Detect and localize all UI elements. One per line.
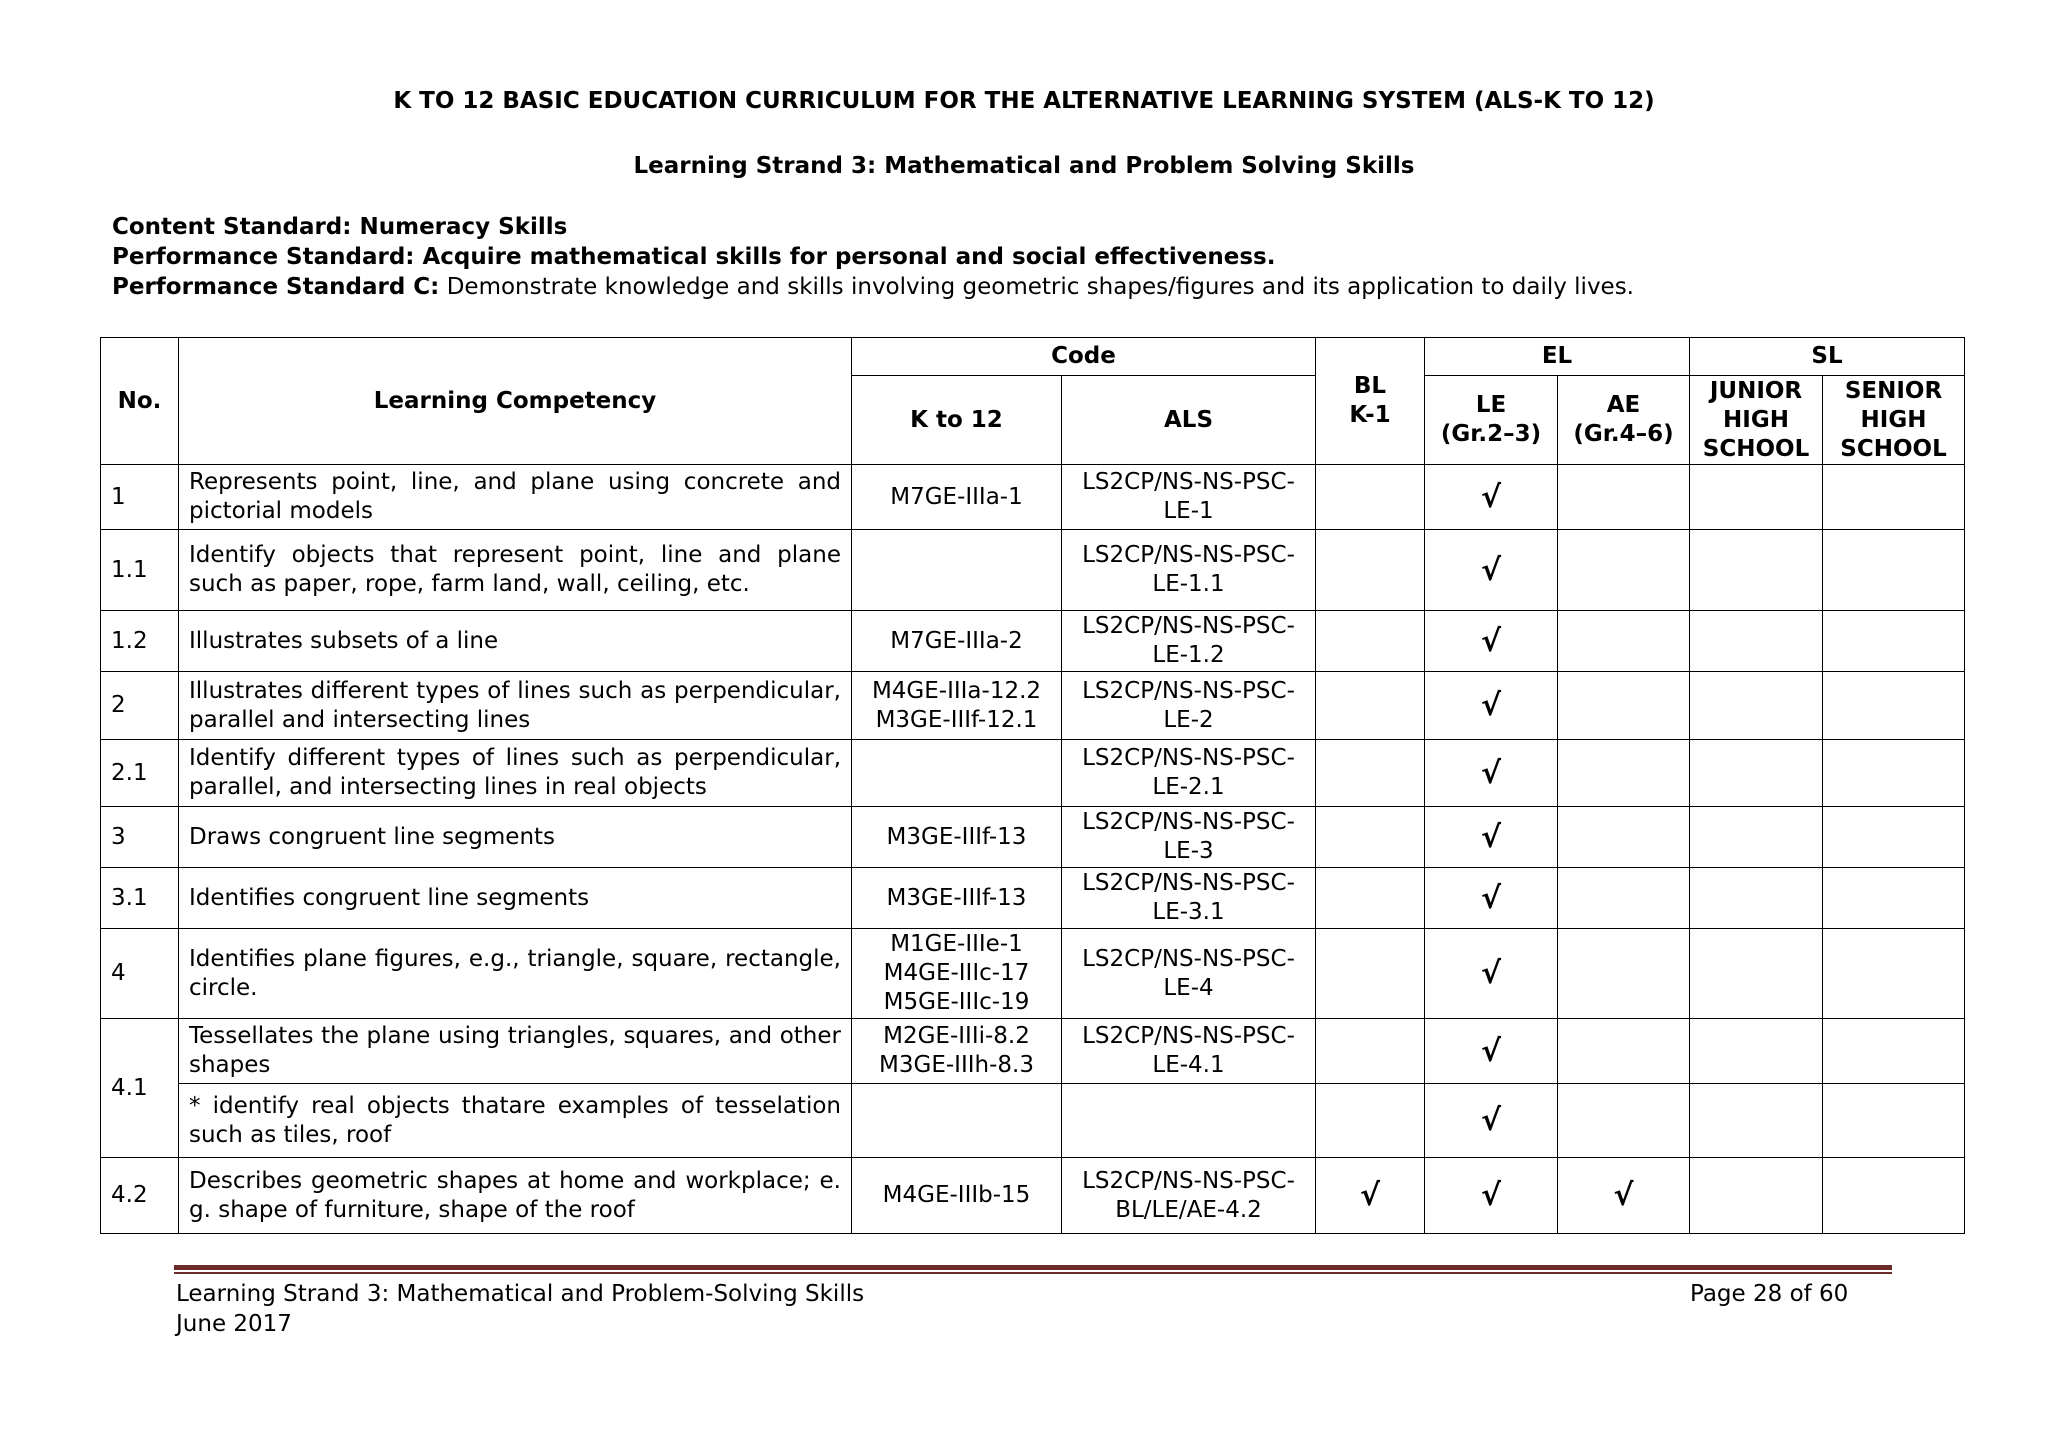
row-bl	[1316, 465, 1425, 530]
row-k12-code: M7GE-IIIa-2	[852, 611, 1062, 672]
row-shs	[1823, 868, 1965, 929]
row-le-check: √	[1425, 1084, 1558, 1158]
row-jhs	[1690, 868, 1823, 929]
col-header-sl: SL	[1690, 338, 1965, 376]
row-k12-code	[852, 672, 1062, 740]
row-jhs	[1690, 929, 1823, 1019]
als-code-line2: LE-1.2	[1152, 642, 1225, 668]
row-shs	[1823, 530, 1965, 611]
col-header-le	[1425, 376, 1558, 465]
k12-code-line1: M1GE-IIIe-1	[890, 931, 1023, 957]
document-title: K TO 12 BASIC EDUCATION CURRICULUM FOR THE ALTERNATIVE LEARNING SYSTEM (ALS-K TO 12)	[393, 88, 1655, 114]
table-row	[101, 530, 1965, 611]
als-code-line2: LE-1.1	[1152, 571, 1225, 597]
col-header-el: EL	[1425, 338, 1690, 376]
col-header-jhs	[1690, 376, 1823, 465]
le-line2: (Gr.2–3)	[1440, 421, 1542, 447]
row-competency: Identify different types of lines such as perpendicular, parallel, and intersecting lines in real objects	[179, 740, 852, 807]
row-jhs	[1690, 672, 1823, 740]
row-k12-code: M7GE-IIIa-1	[852, 465, 1062, 530]
row-als-code	[1062, 672, 1316, 740]
als-code-line1: LS2CP/NS-NS-PSC-	[1082, 613, 1295, 639]
table-row	[101, 465, 1965, 530]
als-code-line1: LS2CP/NS-NS-PSC-	[1082, 469, 1295, 495]
footer-strand: Learning Strand 3: Mathematical and Problem-Solving Skills	[176, 1281, 865, 1307]
row-k12-code	[852, 1084, 1062, 1158]
header-row-1	[101, 338, 1965, 376]
footer-page-number: Page 28 of 60	[1690, 1281, 1849, 1307]
row-no: 3	[101, 807, 179, 868]
k12-code-line2: M3GE-IIIf-12.1	[875, 706, 1038, 733]
row-als-code	[1062, 1158, 1316, 1234]
col-header-no: No.	[101, 338, 179, 465]
als-code-line1: LS2CP/NS-NS-PSC-	[1082, 542, 1295, 568]
row-ae-check: √	[1558, 1158, 1690, 1234]
shs-line1: SENIOR	[1844, 377, 1943, 404]
row-shs	[1823, 1019, 1965, 1084]
row-k12-code: M3GE-IIIf-13	[852, 868, 1062, 929]
row-bl	[1316, 611, 1425, 672]
row-ae	[1558, 672, 1690, 740]
k12-code-line2: M3GE-IIIh-8.3	[879, 1052, 1034, 1078]
row-jhs	[1690, 530, 1823, 611]
table-row	[101, 1158, 1965, 1234]
row-ae	[1558, 1019, 1690, 1084]
row-bl	[1316, 929, 1425, 1019]
row-bl	[1316, 672, 1425, 740]
footer-divider	[174, 1265, 1892, 1270]
footer-date: June 2017	[176, 1311, 292, 1337]
row-no: 1.1	[101, 530, 179, 611]
jhs-line1: JUNIOR	[1709, 377, 1803, 404]
col-header-ae	[1558, 376, 1690, 465]
k12-code-line1: M2GE-IIIi-8.2	[883, 1023, 1030, 1049]
row-shs	[1823, 465, 1965, 530]
le-line1: LE	[1475, 392, 1507, 418]
row-ae	[1558, 465, 1690, 530]
row-le-check: √	[1425, 1019, 1558, 1084]
row-le-check: √	[1425, 611, 1558, 672]
row-bl	[1316, 1019, 1425, 1084]
shs-line2: HIGH	[1860, 406, 1927, 433]
jhs-line2: HIGH	[1723, 406, 1789, 433]
row-competency: Illustrates subsets of a line	[179, 611, 852, 672]
als-code-line1: LS2CP/NS-NS-PSC-	[1082, 870, 1295, 896]
als-code-line2: LE-4.1	[1152, 1052, 1225, 1078]
performance-standard-c-text: Demonstrate knowledge and skills involving geometric shapes/figures and its application to daily lives.	[439, 274, 1634, 300]
row-competency: Represents point, line, and plane using concrete and pictorial models	[179, 465, 852, 530]
als-code-line2: LE-3	[1163, 838, 1214, 864]
col-header-bl	[1316, 338, 1425, 465]
row-als-code	[1062, 611, 1316, 672]
row-als-code	[1062, 465, 1316, 530]
row-ae	[1558, 868, 1690, 929]
row-als-code	[1062, 1019, 1316, 1084]
col-header-shs	[1823, 376, 1965, 465]
row-le-check: √	[1425, 465, 1558, 530]
als-code-line1: LS2CP/NS-NS-PSC-	[1082, 1023, 1295, 1049]
row-jhs	[1690, 611, 1823, 672]
performance-standard: Performance Standard: Acquire mathematical skills for personal and social effectiveness.	[112, 244, 1276, 270]
row-jhs	[1690, 1019, 1823, 1084]
row-ae	[1558, 929, 1690, 1019]
row-le-check: √	[1425, 1158, 1558, 1234]
row-als-code	[1062, 530, 1316, 611]
row-shs	[1823, 1084, 1965, 1158]
row-ae	[1558, 611, 1690, 672]
k12-code-line3: M5GE-IIIc-19	[883, 989, 1030, 1015]
row-ae	[1558, 1084, 1690, 1158]
k12-code-line1: M4GE-IIIa-12.2	[871, 677, 1042, 704]
shs-line3: SCHOOL	[1840, 435, 1947, 462]
bl-line1: BL	[1353, 373, 1387, 399]
row-k12-code	[852, 1019, 1062, 1084]
ae-line2: (Gr.4–6)	[1573, 421, 1674, 447]
table-row	[101, 1019, 1965, 1084]
row-jhs	[1690, 807, 1823, 868]
col-header-als: ALS	[1062, 376, 1316, 465]
row-shs	[1823, 740, 1965, 807]
als-code-line2: LE-1	[1163, 498, 1214, 524]
als-code-line1: LS2CP/NS-NS-PSC-	[1082, 745, 1295, 771]
als-code-line1: LS2CP/NS-NS-PSC-	[1082, 945, 1295, 972]
als-code-line2: LE-2	[1163, 706, 1214, 733]
table-row	[101, 672, 1965, 740]
row-le-check: √	[1425, 672, 1558, 740]
row-jhs	[1690, 740, 1823, 807]
row-shs	[1823, 929, 1965, 1019]
footer-divider-thin	[174, 1272, 1892, 1274]
row-no: 1.2	[101, 611, 179, 672]
row-competency: Identifies plane figures, e.g., triangle, square, rectangle, circle.	[179, 929, 852, 1019]
row-no: 4.2	[101, 1158, 179, 1234]
content-standard: Content Standard: Numeracy Skills	[112, 214, 568, 240]
row-no: 4.1	[101, 1019, 179, 1158]
table-row	[101, 868, 1965, 929]
table-row	[101, 740, 1965, 807]
row-shs	[1823, 1158, 1965, 1234]
row-shs	[1823, 672, 1965, 740]
col-header-k12: K to 12	[852, 376, 1062, 465]
bl-line2: K-1	[1349, 402, 1391, 428]
k12-code-line2: M4GE-IIIc-17	[883, 960, 1030, 986]
row-no: 3.1	[101, 868, 179, 929]
row-bl	[1316, 1084, 1425, 1158]
col-header-competency: Learning Competency	[179, 338, 852, 465]
row-le-check: √	[1425, 530, 1558, 611]
row-competency: Draws congruent line segments	[179, 807, 852, 868]
row-k12-code	[852, 530, 1062, 611]
performance-standard-c	[112, 274, 1634, 300]
row-k12-code	[852, 929, 1062, 1019]
ae-line1: AE	[1606, 392, 1641, 418]
als-code-line2: LE-2.1	[1152, 774, 1225, 800]
als-code-line2: BL/LE/AE-4.2	[1115, 1196, 1262, 1223]
row-bl	[1316, 868, 1425, 929]
jhs-line3: SCHOOL	[1702, 435, 1810, 462]
row-no: 2.1	[101, 740, 179, 807]
competency-table	[100, 337, 1965, 1234]
row-le-check: √	[1425, 807, 1558, 868]
table-row	[101, 929, 1965, 1019]
row-als-code	[1062, 1084, 1316, 1158]
row-ae	[1558, 740, 1690, 807]
learning-strand-heading: Learning Strand 3: Mathematical and Problem Solving Skills	[633, 153, 1415, 179]
row-k12-code: M3GE-IIIf-13	[852, 807, 1062, 868]
table-row	[101, 807, 1965, 868]
row-bl	[1316, 530, 1425, 611]
als-code-line1: LS2CP/NS-NS-PSC-	[1082, 809, 1295, 835]
row-shs	[1823, 611, 1965, 672]
row-k12-code: M4GE-IIIb-15	[852, 1158, 1062, 1234]
performance-standard-c-label: Performance Standard C:	[112, 274, 440, 300]
row-k12-code	[852, 740, 1062, 807]
row-ae	[1558, 807, 1690, 868]
row-no: 4	[101, 929, 179, 1019]
row-competency: Describes geometric shapes at home and workplace; e. g. shape of furniture, shape of the roof	[179, 1158, 852, 1234]
row-le-check: √	[1425, 929, 1558, 1019]
row-jhs	[1690, 465, 1823, 530]
row-ae	[1558, 530, 1690, 611]
row-jhs	[1690, 1084, 1823, 1158]
col-header-code: Code	[852, 338, 1316, 376]
row-bl-check: √	[1316, 1158, 1425, 1234]
row-le-check: √	[1425, 868, 1558, 929]
row-le-check: √	[1425, 740, 1558, 807]
row-competency: Tessellates the plane using triangles, squares, and other shapes	[179, 1019, 852, 1084]
row-jhs	[1690, 1158, 1823, 1234]
als-code-line1: LS2CP/NS-NS-PSC-	[1082, 677, 1295, 704]
als-code-line2: LE-3.1	[1152, 899, 1225, 925]
row-competency: * identify real objects thatare examples of tesselation such as tiles, roof	[179, 1084, 852, 1158]
table-row	[101, 1084, 1965, 1158]
row-shs	[1823, 807, 1965, 868]
row-no: 2	[101, 672, 179, 740]
row-bl	[1316, 807, 1425, 868]
row-competency: Illustrates different types of lines such as perpendicular, parallel and intersecting lines	[179, 672, 852, 740]
row-bl	[1316, 740, 1425, 807]
row-als-code	[1062, 868, 1316, 929]
row-no: 1	[101, 465, 179, 530]
row-als-code	[1062, 807, 1316, 868]
row-competency: Identifies congruent line segments	[179, 868, 852, 929]
row-competency: Identify objects that represent point, line and plane such as paper, rope, farm land, wall, ceiling, etc.	[179, 530, 852, 611]
als-code-line1: LS2CP/NS-NS-PSC-	[1082, 1167, 1295, 1194]
table-row	[101, 611, 1965, 672]
row-als-code	[1062, 929, 1316, 1019]
row-als-code	[1062, 740, 1316, 807]
als-code-line2: LE-4	[1163, 974, 1214, 1001]
